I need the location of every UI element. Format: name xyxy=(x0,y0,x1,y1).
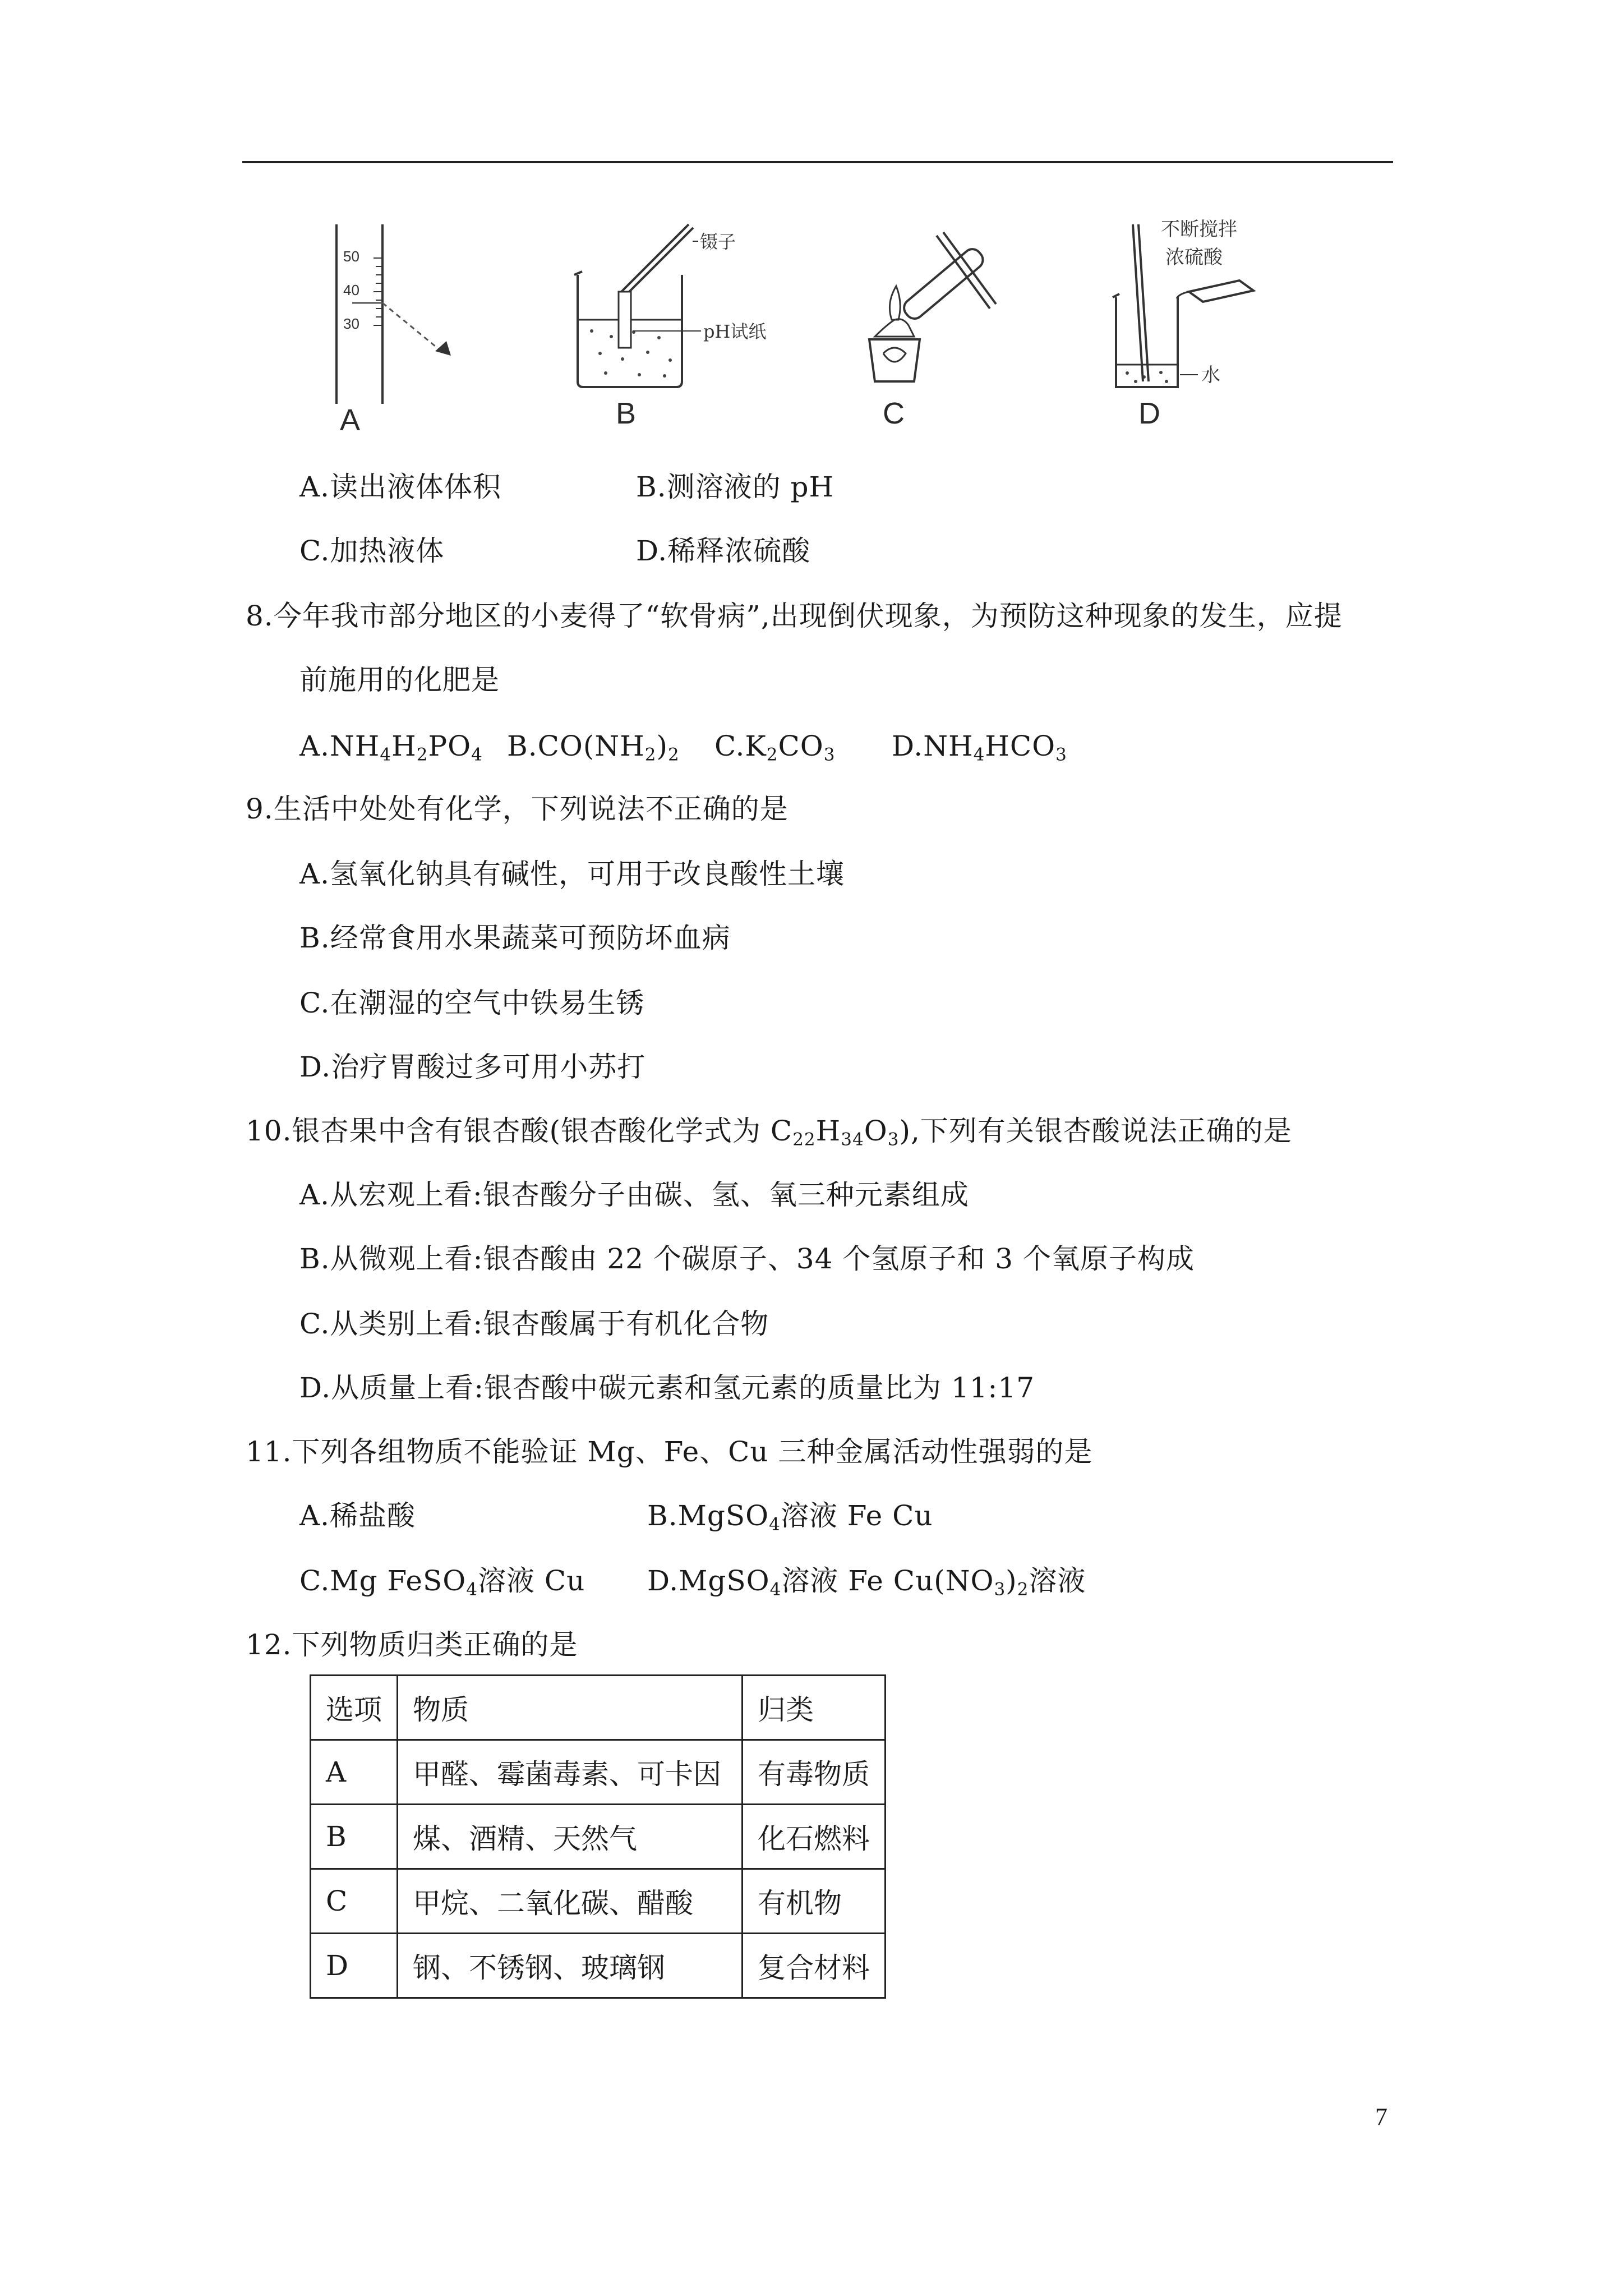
table-cell: B xyxy=(311,1805,398,1869)
q10-option-b: B.从微观上看:银杏酸由 22 个碳原子、34 个氢原子和 3 个氧原子构成 xyxy=(299,1243,1195,1275)
q7-figures xyxy=(0,0,1623,460)
figure-a-tick-50: 50 xyxy=(343,248,359,265)
table-cell: 钢、不锈钢、玻璃钢 xyxy=(398,1934,743,1998)
q11-option-d: D.MgSO$_4$溶液 Fe $Cu(NO_3)_2$溶液 xyxy=(647,1565,1086,1600)
table-cell: 甲烷、二氧化碳、醋酸 xyxy=(398,1869,743,1934)
q11-option-a: A.稀盐酸 xyxy=(299,1499,416,1532)
table-cell: C xyxy=(311,1869,398,1934)
figure-c-heating xyxy=(852,219,1021,393)
q9-option-a: A.氢氧化钠具有碱性，可用于改良酸性土壤 xyxy=(299,858,845,890)
q9-option-c: C.在潮湿的空气中铁易生锈 xyxy=(299,987,645,1019)
q7-option-c: C.加热液体 xyxy=(299,535,445,567)
table-row xyxy=(311,1869,886,1934)
q10-option-a: A.从宏观上看:银杏酸分子由碳、氢、氧三种元素组成 xyxy=(299,1179,969,1211)
figure-a-letter: A xyxy=(340,403,361,437)
q12-stem: 12.下列物质归类正确的是 xyxy=(246,1628,578,1661)
table-row xyxy=(311,1934,886,1998)
q8-option-d: $D.NH_4HCO_3$ xyxy=(892,730,1067,765)
q11-option-c: C.Mg FeSO$_4$溶液 Cu xyxy=(299,1565,585,1600)
table-header-row xyxy=(311,1676,886,1740)
q8-option-b: $B.CO(NH_2)_2$ xyxy=(507,730,680,765)
figure-b-letter: B xyxy=(616,397,637,430)
figure-a-cylinder-reading xyxy=(314,219,482,409)
q10-option-c: C.从类别上看:银杏酸属于有机化合物 xyxy=(299,1308,769,1340)
table-cell: A xyxy=(311,1740,398,1805)
q11-stem: 11.下列各组物质不能验证 Mg、Fe、Cu 三种金属活动性强弱的是 xyxy=(246,1435,1093,1468)
table-cell: 复合材料 xyxy=(743,1934,886,1998)
q12-table xyxy=(310,1674,886,1999)
figure-b-label-ph-paper: pH试纸 xyxy=(703,321,767,342)
q8-option-c: $C.K_2CO_3$ xyxy=(714,730,836,765)
table-cell: 有毒物质 xyxy=(743,1740,886,1805)
figure-d-label-water: 水 xyxy=(1201,364,1220,386)
figure-d-diluting-acid xyxy=(1105,213,1340,398)
q8-stem-line-2: 前施用的化肥是 xyxy=(299,664,500,696)
table-cell: 甲醛、霉菌毒素、可卡因 xyxy=(398,1740,743,1805)
q7-option-b: B.测溶液的 pH xyxy=(636,471,834,503)
figure-d-letter: D xyxy=(1138,397,1160,430)
q10-option-d: D.从质量上看:银杏酸中碳元素和氢元素的质量比为 11:17 xyxy=(299,1372,1035,1404)
figure-b-label-tweezers: 镊子 xyxy=(700,231,736,252)
table-cell: 煤、酒精、天然气 xyxy=(398,1805,743,1869)
q8-stem-line-1: 8.今年我市部分地区的小麦得了“软骨病”,出现倒伏现象，为预防这种现象的发生，应提 xyxy=(246,600,1343,632)
q7-option-a: A.读出液体体积 xyxy=(299,471,502,503)
figure-d-label-stir: 不断搅拌 xyxy=(1161,218,1237,241)
table-header-substance: 物质 xyxy=(398,1676,743,1740)
q9-stem: 9.生活中处处有化学，下列说法不正确的是 xyxy=(246,793,789,825)
figure-c-letter: C xyxy=(883,397,905,430)
table-cell: D xyxy=(311,1934,398,1998)
table-cell: 有机物 xyxy=(743,1869,886,1934)
q7-option-d: D.稀释浓硫酸 xyxy=(636,535,811,567)
figure-b-ph-test xyxy=(566,213,802,398)
table-row xyxy=(311,1805,886,1869)
figure-d-label-acid: 浓硫酸 xyxy=(1165,246,1223,269)
q8-option-a: $A.NH_4H_2PO_4$ xyxy=(299,730,483,765)
q9-option-d: D.治疗胃酸过多可用小苏打 xyxy=(299,1051,646,1083)
table-cell: 化石燃料 xyxy=(743,1805,886,1869)
page-number: 7 xyxy=(1375,2103,1387,2131)
q11-option-b: B.MgSO$_4$溶液 Fe Cu xyxy=(647,1499,933,1535)
table-header-option: 选项 xyxy=(311,1676,398,1740)
figure-a-tick-40: 40 xyxy=(343,282,359,298)
figure-a-tick-30: 30 xyxy=(343,315,359,332)
table-row xyxy=(311,1740,886,1805)
q9-option-b: B.经常食用水果蔬菜可预防坏血病 xyxy=(299,922,731,954)
q10-stem: 10.银杏果中含有银杏酸(银杏酸化学式为 $C_{22}H_{34}O_3$),下列有关银杏酸说法正确的是 xyxy=(246,1115,1292,1150)
table-header-category: 归类 xyxy=(743,1676,886,1740)
